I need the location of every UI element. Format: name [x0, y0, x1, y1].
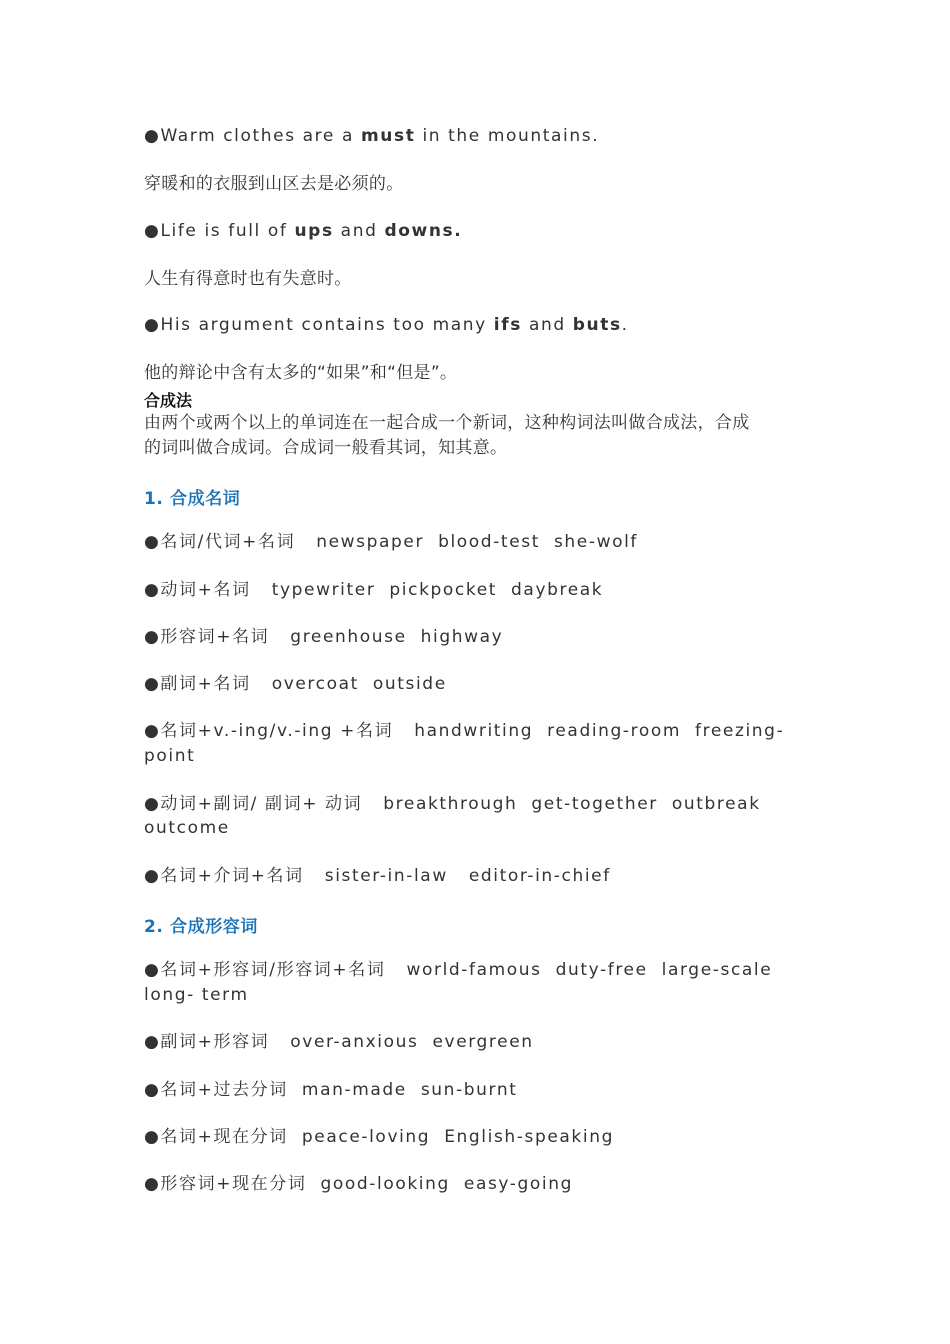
translation-1: 穿暖和的衣服到山区去是必须的。 [144, 174, 404, 194]
compound-desc-line-2: 的词叫做合成词。合成词一般看其词，知其意。 [144, 438, 508, 458]
translation-3: 他的辩论中含有太多的“如果”和“但是”。 [144, 363, 458, 383]
example-sentence-3: ●His argument contains too many ifs and buts. [144, 315, 629, 335]
compound-title: 合成法 [144, 391, 193, 410]
adjective-item-5: ●形容词+现在分词 good-looking easy-going [144, 1174, 573, 1194]
highlight-word: buts [572, 315, 622, 335]
noun-item-6: ●动词+副词/ 副词+ 动词 breakthrough get-together outbreak [144, 794, 761, 814]
example-sentence-1: ●Warm clothes are a must in the mountains. [144, 126, 600, 146]
noun-item-5: ●名词+v.-ing/v.-ing +名词 handwriting reading-room freezing- [144, 721, 785, 741]
noun-item-7: ●名词+介词+名词 sister-in-law editor-in-chief [144, 866, 611, 886]
noun-item-2: ●动词+名词 typewriter pickpocket daybreak [144, 580, 604, 600]
section-heading-compound-nouns: 1. 合成名词 [144, 489, 241, 509]
adjective-item-1: ●名词+形容词/形容词+名词 world-famous duty-free large-scale [144, 960, 773, 980]
highlight-word: downs. [384, 221, 463, 241]
adjective-item-1-cont: long- term [144, 985, 249, 1005]
adjective-item-2: ●副词+形容词 over-anxious evergreen [144, 1032, 534, 1052]
bullet: ● [144, 315, 161, 335]
bullet: ● [144, 221, 161, 241]
section-heading-compound-adjectives: 2. 合成形容词 [144, 917, 259, 937]
adjective-item-4: ●名词+现在分词 peace-loving English-speaking [144, 1127, 614, 1147]
compound-desc-line-1: 由两个或两个以上的单词连在一起合成一个新词，这种构词法叫做合成法，合成 [144, 413, 750, 433]
highlight-word: ups [294, 221, 334, 241]
noun-item-6-cont: outcome [144, 818, 230, 838]
noun-item-4: ●副词+名词 overcoat outside [144, 674, 447, 694]
noun-item-5-cont: point [144, 746, 196, 766]
highlight-word: ifs [493, 315, 522, 335]
example-sentence-2: ●Life is full of ups and downs. [144, 221, 463, 241]
noun-item-3: ●形容词+名词 greenhouse highway [144, 627, 504, 647]
bullet: ● [144, 126, 161, 146]
translation-2: 人生有得意时也有失意时。 [144, 269, 352, 289]
highlight-word: must [360, 126, 416, 146]
noun-item-1: ●名词/代词+名词 newspaper blood-test she-wolf [144, 532, 639, 552]
adjective-item-3: ●名词+过去分词 man-made sun-burnt [144, 1080, 518, 1100]
